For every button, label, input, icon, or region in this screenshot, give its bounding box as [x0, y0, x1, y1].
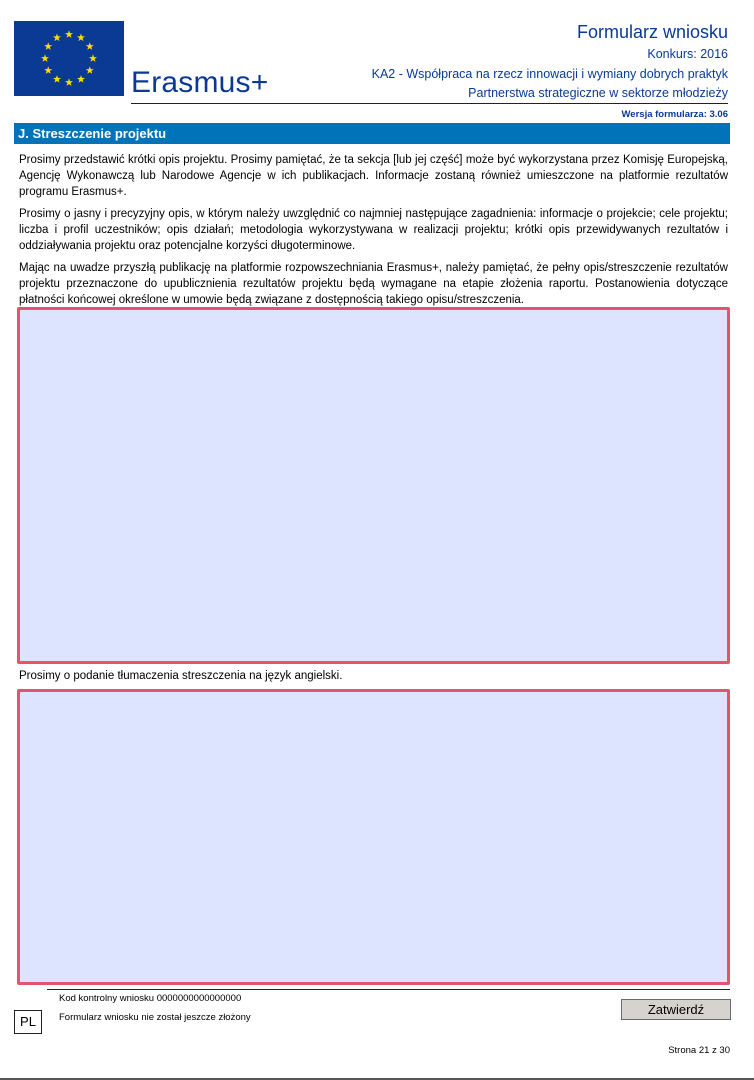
- translation-textarea[interactable]: [17, 689, 730, 985]
- footer-divider: [47, 989, 730, 990]
- eu-star-icon: [41, 54, 49, 62]
- control-code: Kod kontrolny wniosku 0000000000000000: [59, 993, 242, 1004]
- translation-label: Prosimy o podanie tłumaczenia streszczenia na język angielski.: [19, 670, 343, 682]
- eu-star-icon: [53, 75, 61, 83]
- submission-status: Formularz wniosku nie został jeszcze złożony: [59, 1012, 251, 1023]
- page-number: Strona 21 z 30: [668, 1045, 730, 1056]
- key-action: KA2 - Współpraca na rzecz innowacji i wymiany dobrych praktyk: [371, 67, 728, 81]
- eu-star-icon: [77, 75, 85, 83]
- language-badge: PL: [14, 1010, 42, 1034]
- summary-textarea[interactable]: [17, 307, 730, 664]
- eu-star-icon: [53, 34, 61, 42]
- instruction-paragraph: Mając na uwadze przyszłą publikację na platformie rozpowszechniania Erasmus+, należy pamiętać, że pełny opis/streszczenie rezultatów projektu przeznaczone do upublicznienia rezultatów projektu będą wymagane na etapie złożenia raportu. Postanowienia dotyczące płatności końcowej określone w umowie będą związane z dostępnością takiego opisu/streszczenia.: [19, 262, 728, 306]
- call-year: Konkurs: 2016: [647, 47, 728, 61]
- sector-name: Partnerstwa strategiczne w sektorze młodzieży: [468, 86, 728, 100]
- eu-star-icon: [44, 66, 52, 74]
- eu-star-icon: [89, 54, 97, 62]
- form-title: Formularz wniosku: [576, 22, 728, 42]
- form-version: Wersja formularza: 3.06: [621, 109, 728, 120]
- eu-star-icon: [86, 66, 94, 74]
- instruction-paragraph: Prosimy o jasny i precyzyjny opis, w którym należy uwzględnić co najmniej następujące zagadnienia: informacje o projekcie; cele projektu; liczba i profil uczestników; opis działań; metodologia wykorzystywana w realizacji projektu; krótki opis przewidywanych rezultatów i oddziaływania projektu oraz potencjalne korzyści długoterminowe.: [19, 208, 728, 252]
- eu-star-icon: [86, 42, 94, 50]
- header-divider: [131, 103, 728, 104]
- instructions: [19, 152, 728, 314]
- eu-star-icon: [65, 78, 73, 86]
- erasmus-logo-text: Erasmus+: [131, 66, 269, 99]
- eu-star-icon: [65, 30, 73, 38]
- eu-flag-logo: [14, 21, 124, 96]
- instruction-paragraph: Prosimy przedstawić krótki opis projektu. Prosimy pamiętać, że ta sekcja [lub jej część] może być wykorzystana przez Komisję Europejską, Agencję Wykonawczą lub Narodowe Agencje w ich publikacjach. Informacje zostaną również umieszczone na platformie rezultatów programu Erasmus+.: [19, 154, 728, 198]
- submit-button[interactable]: Zatwierdź: [621, 999, 731, 1020]
- eu-stars-icon: [14, 21, 124, 96]
- eu-star-icon: [44, 42, 52, 50]
- section-title: J. Streszczenie projektu: [14, 123, 730, 144]
- eu-star-icon: [77, 34, 85, 42]
